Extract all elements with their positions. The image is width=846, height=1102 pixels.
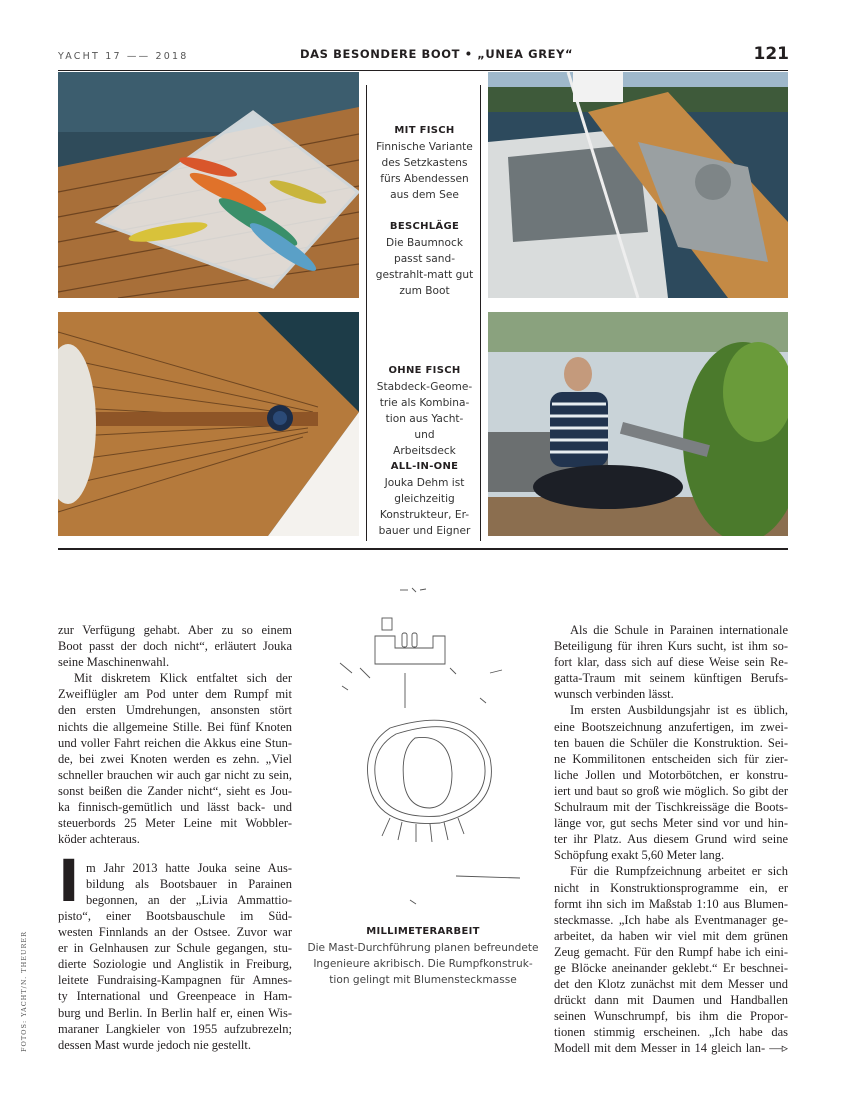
caption-title: OHNE FISCH (388, 365, 461, 376)
caption-column (366, 85, 481, 541)
caption-line: Die Mast-Durchführung planen befreundete (307, 942, 539, 954)
text-line: Zeug gemacht. Für den Rumpf habe ich eini- (554, 944, 788, 959)
caption-all-in-one (374, 459, 475, 539)
caption-line: Jouka Dehm ist (384, 477, 465, 489)
caption-line: Finnische Variante (376, 141, 473, 153)
caption-beschlaege (374, 219, 475, 299)
left-column (58, 622, 292, 847)
caption-ohne-fisch (374, 363, 475, 459)
text-line: Zweiflügler am Pod unter dem Rumpf mit (58, 687, 292, 702)
caption-line: bauer und Eigner (378, 525, 471, 537)
drawing-caption (300, 924, 546, 988)
text-line: nicht in Konstruktionsprogramme ein, er (554, 880, 788, 895)
text-line: pisto“, einer Bootsbauschule im Süd- (58, 909, 292, 923)
text-line: m Jahr 2013 hatte Jouka seine Aus- (86, 861, 292, 875)
text-line: steuerbords 25 Meter Leine mit Wobbler- (58, 816, 292, 831)
header-rule (58, 70, 788, 71)
caption-line: tion aus Yacht- und (385, 413, 464, 441)
caption-mit-fisch (374, 123, 475, 203)
caption-line: zum Boot (399, 285, 450, 297)
caption-title: ALL-IN-ONE (390, 461, 459, 472)
photo-boom-fitting (488, 72, 788, 298)
text-line: drückt dann mit Daumen und Handballen (554, 993, 788, 1008)
text-line: bildung als Bootsbauer in Parainen (86, 877, 292, 892)
text-line: seine Maschinenwahl. (58, 655, 170, 670)
text-line: liche Jollen und Motorbötchen, er konstru- (554, 767, 788, 782)
text-line: tionen stimmig erscheinen. „Ich habe das (554, 1025, 788, 1040)
text-line: sonst beißen die Zander nicht“, sieht es Jou- (58, 783, 292, 798)
text-line: zur Verfügung gehabt. Aber zu so einem (58, 623, 292, 637)
photo-tackle-box (58, 72, 359, 298)
text-line: Mit diskretem Klick entfaltet sich der (74, 671, 292, 686)
text-line: steckmasse. „Ich habe als Eventmanager ge- (554, 912, 788, 927)
text-line: dessen Mast wurde jedoch nie gestellt. (58, 1037, 252, 1052)
text-line: westen Finnlands an der Ostsee. Zuvor war (58, 925, 292, 940)
text-line: dierte Soziologie und Anglistik in Freiburg, (58, 957, 292, 972)
text-line: de, bei zwei Knoten werden es zehn. „Viel (58, 751, 292, 766)
hull-technical-drawing (330, 578, 540, 908)
caption-line: Stabdeck-Geome- (376, 381, 473, 393)
text-line: ten bauen die Schüler die Konstruktion. Sei- (554, 735, 788, 750)
photo-owner-portrait (488, 312, 788, 536)
text-line: leitete Fundraising-Kampagnen für Amnes- (58, 973, 292, 988)
caption-line: gestrahlt-matt gut (375, 269, 474, 281)
text-line: arbeitet, da haben wir viel mit dem grünen (554, 928, 788, 943)
caption-line: Die Baumnock (386, 237, 463, 249)
text-line: er in Gelnhausen zur Schule gegangen, stu- (58, 941, 292, 956)
text-line: Als die Schule in Parainen internationale (570, 623, 788, 637)
text-line: Schulraum mit der Tischkreissäge die Boots- (554, 800, 788, 815)
text-line: eine Bootszeichnung anzufertigen, im zwei- (554, 719, 788, 734)
caption-title: MILLIMETERARBEIT (366, 926, 480, 937)
text-line: ge Blöcke aneinander geklebt.“ Er beschnei- (554, 960, 788, 975)
caption-line: aus dem See (390, 189, 459, 201)
text-line: seinen Wunschrumpf, bis ihm die Propor- (554, 1009, 788, 1024)
caption-title: MIT FISCH (394, 125, 455, 136)
text-line: Schöpfung exakt 5,60 Meter lang. (554, 848, 725, 863)
text-line: ter ihr Platz. Aus diesem Grund wird seine (554, 832, 788, 847)
section-title: DAS BESONDERE BOOT • „UNEA GREY“ (300, 47, 574, 61)
text-line: maraner Langkieler von 1955 aufzubrezeln; (58, 1021, 292, 1036)
text-line: köder achteraus. (58, 832, 140, 847)
caption-divider-right (480, 85, 481, 541)
text-line: iert und baut so groß wie möglich. So gibt der (554, 783, 788, 798)
caption-line: des Setzkastens (381, 157, 468, 169)
page-number: 121 (753, 44, 789, 64)
text-line: ka finnisch-gemütlich und lässt back- und (58, 800, 292, 815)
caption-title: BESCHLÄGE (389, 221, 460, 232)
text-line: Im ersten Ausbildungsjahr ist es üblich, (570, 703, 788, 718)
text-line: wunsch verbinden lässt. (554, 687, 674, 702)
text-line: formt ihn sich im Maßstab 1:10 aus Blumen- (554, 896, 788, 911)
text-line: burg und Berlin. In Berlin half er, einen Wis- (58, 1005, 292, 1020)
caption-line: trie als Kombina- (379, 397, 470, 409)
caption-line: Ingenieure akribisch. Die Rumpfkonstruk- (313, 958, 533, 970)
text-line: Für die Rumpfzeichnung arbeitet er sich (570, 864, 788, 879)
text-line: fort klar, dass sich auf diese Weise sein Re- (554, 655, 788, 670)
issue-label: YACHT 17 —— 2018 (58, 51, 189, 62)
text-line: Boot passt der doch nicht“, erläutert Jouka (58, 639, 292, 654)
text-line: nichts die allgemeine Stille. Bei fünf Knoten (58, 719, 292, 734)
section-rule (58, 548, 788, 550)
text-line: ne Kommilitonen entscheiden sich für zier- (554, 751, 788, 766)
text-line: den ersten Umdrehungen, ansonsten stört (58, 703, 292, 718)
text-line: länge vor, gut sechs Meter sind vor und hin- (554, 816, 788, 831)
left-column-dropcap-lines (86, 860, 292, 908)
caption-line: gleichzeitig (394, 493, 455, 505)
caption-line: Konstrukteur, Er- (379, 509, 470, 521)
caption-line: Arbeitsdeck (393, 445, 456, 457)
photo-credit: FOTOS: YACHT/N. THEURER (20, 930, 28, 1052)
text-line: und voller Fahrt reichen die Akkus eine Stun- (58, 735, 292, 750)
text-line: Beteiligung für ihren Kurs sucht, ist ihm so- (554, 639, 788, 654)
text-line: gatta-Traum mit seinem künftigen Berufs- (554, 671, 788, 686)
text-line: ty International und Greenpeace in Ham- (58, 989, 292, 1004)
drop-cap: I (58, 847, 80, 915)
caption-line: tion gelingt mit Blumensteckmasse (329, 974, 517, 986)
photo-bow-deck (58, 312, 359, 536)
text-line: begonnen, an der „Livia Ammattio- (86, 893, 292, 908)
text-line: det den Klotz zunächst mit dem Messer und (554, 977, 788, 992)
caption-line: passt sand- (393, 253, 456, 265)
caption-divider-left (366, 85, 367, 541)
left-column-continued (58, 908, 292, 1053)
right-column (554, 622, 788, 1057)
caption-line: fürs Abendessen (380, 173, 469, 185)
text-line: schneller brauchen wir auch gar nicht zu sein, (58, 767, 292, 782)
text-line: Modell mit dem Messer in 14 gleich lan- —▹ (554, 1041, 788, 1056)
